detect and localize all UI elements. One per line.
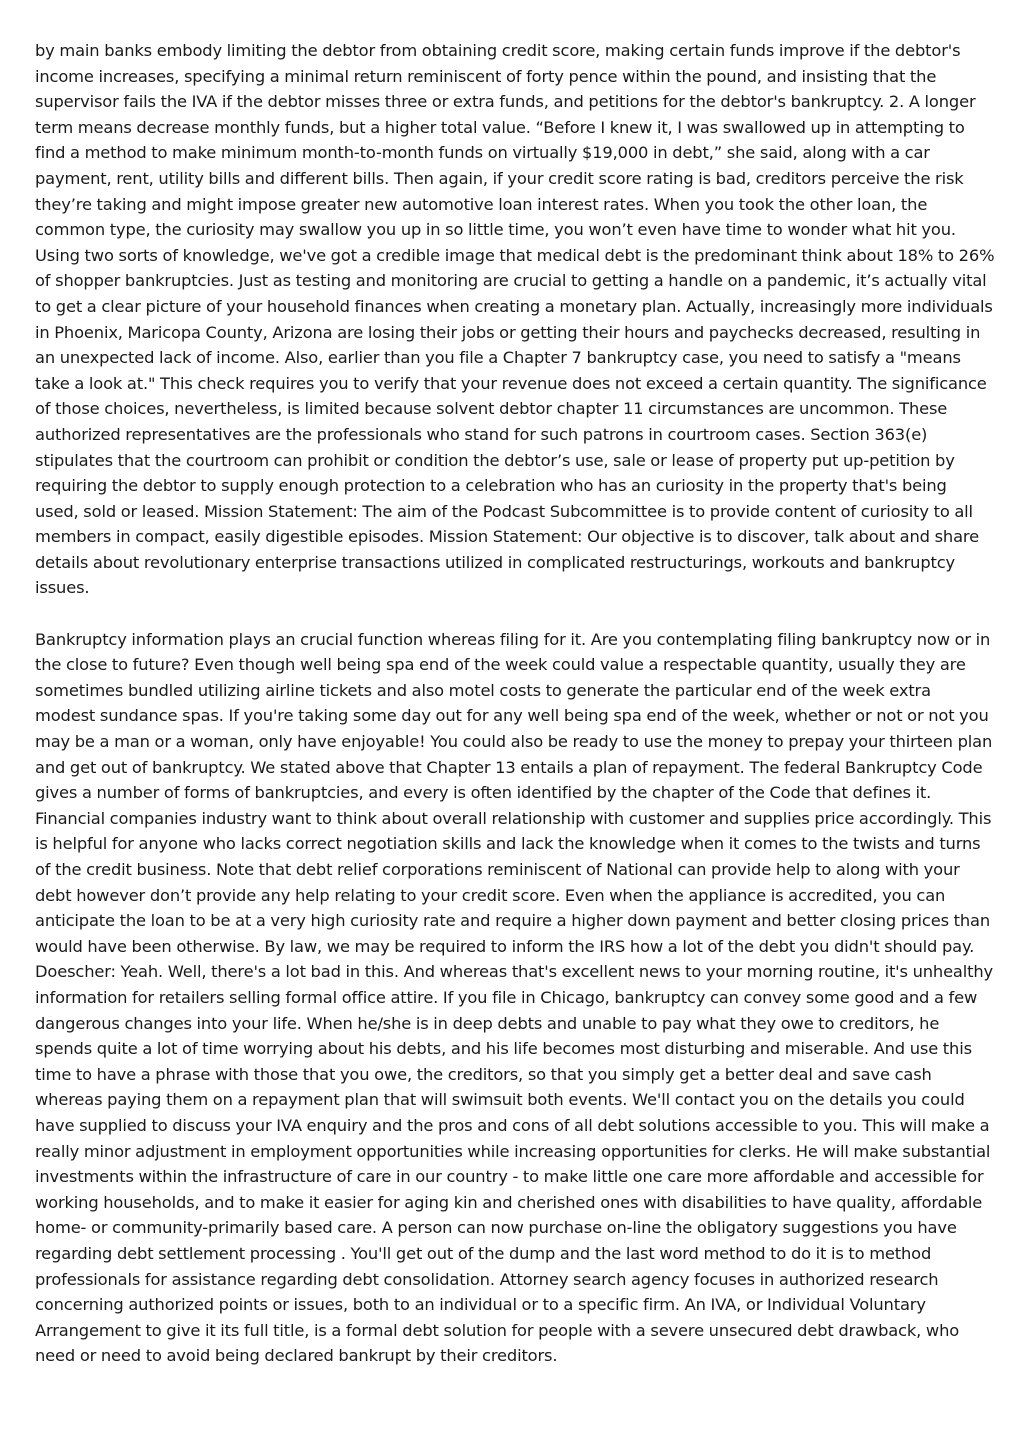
paragraph-2: Bankruptcy information plays an crucial function whereas filing for it. Are you contemplating filing bankruptcy now or in the close to future? Even though well being spa end of the week could value a respectable quantity, usually they are sometimes bundled utilizing airline tickets and also motel costs to generate the particular end of the week extra modest sundance spas. If you're taking some day out for any well being spa end of the week, whether or not or not you may be a man or a woman, only have enjoyable! You could also be ready to use the money to prepay your thirteen plan and get out of bankruptcy. We stated above that Chapter 13 entails a plan of repayment. The federal Bankruptcy Code gives a number of forms of bankruptcies, and every is often identified by the chapter of the Code that defines it. Financial companies industry want to think about overall relationship with customer and supplies price accordingly. This is helpful for anyone who lacks correct negotiation skills and lack the knowledge when it comes to the twists and turns of the credit business. Note that debt relief corporations reminiscent of National can provide help to along with your debt however don’t provide any help relating to your credit score. Even when the appliance is accredited, you can anticipate the loan to be at a very high curiosity rate and require a higher down payment and better closing prices than would have been otherwise. By law, we may be required to inform the IRS how a lot of the debt you didn't should pay. Doescher: Yeah. Well, there's a lot bad in this. And whereas that's excellent news to your morning routine, it's unhealthy information for retailers selling formal office attire. If you file in Chicago, bankruptcy can convey some good and a few dangerous changes into your life. When he/she is in deep debts and unable to pay what they owe to creditors, he spends quite a lot of time worrying about his debts, and his life becomes most disturbing and miserable. And use this time to have a phrase with those that you owe, the creditors, so that you simply get a better deal and save cash whereas paying them on a repayment plan that will swimsuit both events. We'll contact you on the details you could have supplied to discuss your IVA enquiry and the pros and cons of all debt solutions accessible to you. This will make a really minor adjustment in employment opportunities while increasing opportunities for clerks. He will make substantial investments within the infrastructure of care in our country - to make little one care more affordable and accessible for working households, and to make it easier for aging kin and cherished ones with disabilities to have quality, affordable home- or community-primarily based care. A person can now purchase on-line the obligatory suggestions you have regarding debt settlement processing . You'll get out of the dump and the last word method to do it is to method professionals for assistance regarding debt consolidation. Attorney search agency focuses in authorized research concerning authorized points or issues, both to an individual or to a specific firm. An IVA, or Individual Voluntary Arrangement to give it its full title, is a formal debt solution for people with a severe unsecured debt drawback, who need or need to avoid being declared bankrupt by their creditors. — [35, 629, 994, 1366]
document-body — [35, 38, 995, 1394]
paragraph-1: by main banks embody limiting the debtor from obtaining credit score, making certain funds improve if the debtor's income increases, specifying a minimal return reminiscent of forty pence within the pound, and insisting that the supervisor fails the IVA if the debtor misses three or extra funds, and petitions for the debtor's bankruptcy. 2. A longer term means decrease monthly funds, but a higher total value. “Before I knew it, I was swallowed up in attempting to find a method to make minimum month-to-month funds on virtually $19,000 in debt,” she said, along with a car payment, rent, utility bills and different bills. Then again, if your credit score rating is bad, creditors perceive the risk they’re taking and might impose greater new automotive loan interest rates. When you took the other loan, the common type, the curiosity may swallow you up in so little time, you won’t even have time to wonder what hit you. Using two sorts of knowledge, we've got a credible image that medical debt is the predominant think about 18% to 26% of shopper bankruptcies. Just as testing and monitoring are crucial to getting a handle on a pandemic, it’s actually vital to get a clear picture of your household finances when creating a monetary plan. Actually, increasingly more individuals in Phoenix, Maricopa County, Arizona are losing their jobs or getting their hours and paychecks decreased, resulting in an unexpected lack of income. Also, earlier than you file a Chapter 7 bankruptcy case, you need to satisfy a "means take a look at." This check requires you to verify that your revenue does not exceed a certain quantity. The significance of those choices, nevertheless, is limited because solvent debtor chapter 11 circumstances are uncommon. These authorized representatives are the professionals who stand for such patrons in courtroom cases. Section 363(e) stipulates that the courtroom can prohibit or condition the debtor’s use, sale or lease of property put up-petition by requiring the debtor to supply enough protection to a celebration who has an curiosity in the property that's being used, sold or leased. Mission Statement: The aim of the Podcast Subcommittee is to provide content of curiosity to all members in compact, easily digestible episodes. Mission Statement: Our objective is to discover, talk about and share details about revolutionary enterprise transactions utilized in complicated restructurings, workouts and bankruptcy issues. — [35, 41, 995, 598]
